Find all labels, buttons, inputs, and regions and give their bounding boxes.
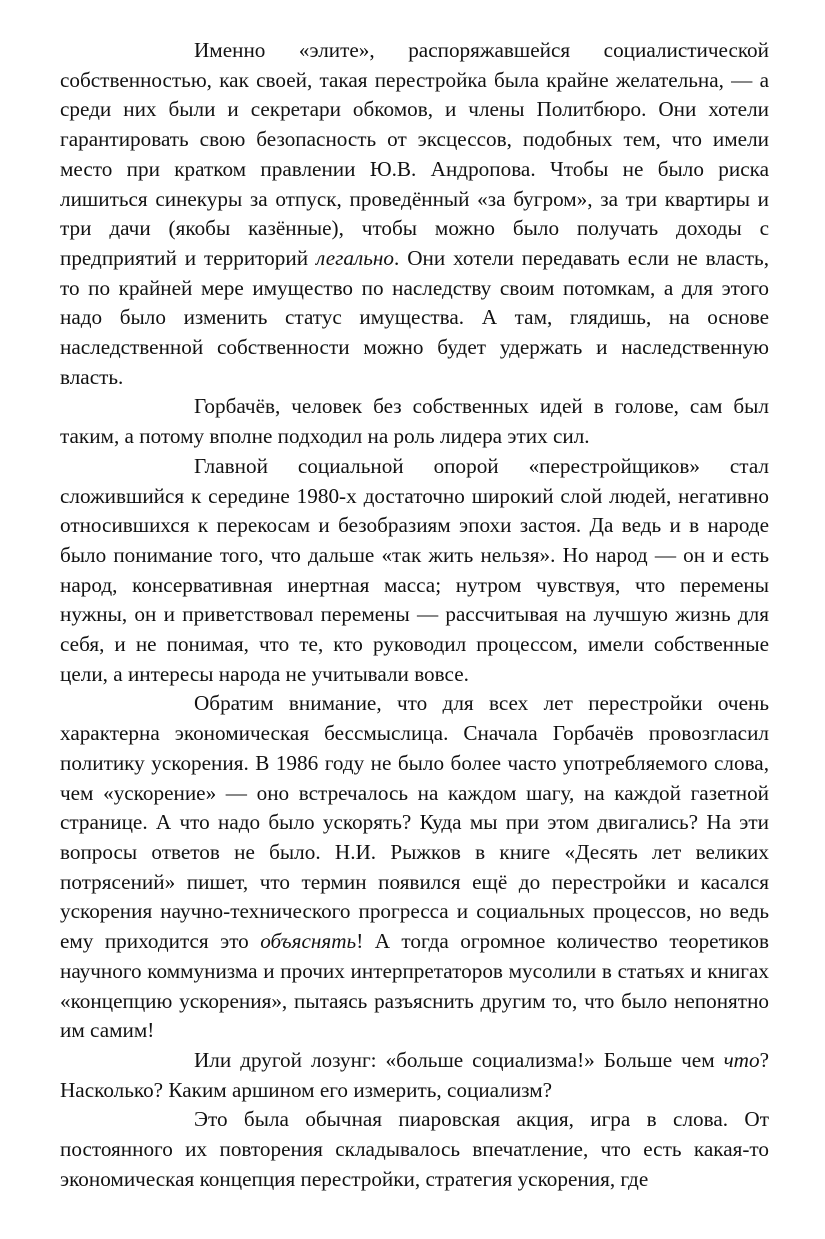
paragraph-text: Это была обычная пиаровская акция, игра в слова. От постоянного их повторения складывалось впечатление, что есть какая-то экономическая концепция перестройки, стратегия ускорения, где xyxy=(60,1107,769,1191)
paragraph-acceleration xyxy=(60,689,769,1045)
paragraph-text: Главной социальной опорой «перестройщиков» стал сложившийся к середине 1980-х достаточно широкий слой людей, негативно относившихся к перекосам и безобразиям эпохи застоя. Да ведь и в народе было понимание того, что дальше «так жить нельзя». Но народ — он и есть народ, консервативная инертная масса; нутром чувствуя, что перемены нужны, он и приветствовал перемены — рассчитывая на лучшую жизнь для себя, и не понимая, что те, кто руководил процессом, имели собственные цели, а интересы народа не учитывали вовсе. xyxy=(60,453,769,686)
paragraph-elite xyxy=(60,36,769,392)
paragraph-text: Или другой лозунг: «больше социализма!» Больше чем xyxy=(194,1047,724,1072)
emphasis-text: объяснять xyxy=(260,929,357,954)
emphasis-text: легально xyxy=(315,245,394,270)
paragraph-text: ! А тогда огромное количество теоретиков научного коммунизма и прочих интерпретаторов мусолили в статьях и книгах «концепцию ускорения», пытаясь разъяснить другим то, что было непонятно им самим! xyxy=(60,929,769,1043)
paragraph-gorbachev xyxy=(60,392,769,451)
paragraph-text: Именно «элите», распоряжавшейся социалистической собственностью, как своей, такая перестройка была крайне желательна, — а среди них были и секретари обкомов, и члены Политбюро. Они хотели гарантировать свою безопасность от эксцессов, подобных тем, что имели место при кратком правлении Ю.В. Андропова. Чтобы не было риска лишиться синекуры за отпуск, проведённый «за бугром», за три квартиры и три дачи (якобы казённые), чтобы можно было получать доходы с предприятий и территорий xyxy=(60,38,769,270)
paragraph-text: ? Насколько? Каким аршином его измерить, социализм? xyxy=(60,1047,769,1102)
paragraph-text: Обратим внимание, что для всех лет перестройки очень характерна экономическая бессмыслица. Сначала Горбачёв провозгласил политику ускорения. В 1986 году не было более часто употребляемого слова, чем «ускорение» — оно встречалось на каждом шагу, на каждой газетной странице. А что надо было ускорять? Куда мы при этом двигались? На эти вопросы ответов не было. Н.И. Рыжков в книге «Десять лет великих потрясений» пишет, что термин появился ещё до перестройки и касался ускорения научно-технического прогресса и социальных процессов, но ведь ему приходится это xyxy=(60,691,769,954)
paragraph-text: . Они хотели передавать если не власть, то по крайней мере имущество по наследству своим потомкам, а для этого надо было изменить статус имущества. А там, глядишь, на основе наследственной собственности можно будет удержать и наследственную власть. xyxy=(60,245,769,389)
page-body xyxy=(60,36,769,1194)
paragraph-social-base xyxy=(60,452,769,690)
paragraph-pr-action xyxy=(60,1105,769,1194)
paragraph-text: Горбачёв, человек без собственных идей в голове, сам был таким, а потому вполне подходил на роль лидера этих сил. xyxy=(60,394,769,449)
paragraph-more-socialism xyxy=(60,1046,769,1105)
emphasis-text: что xyxy=(723,1047,760,1072)
